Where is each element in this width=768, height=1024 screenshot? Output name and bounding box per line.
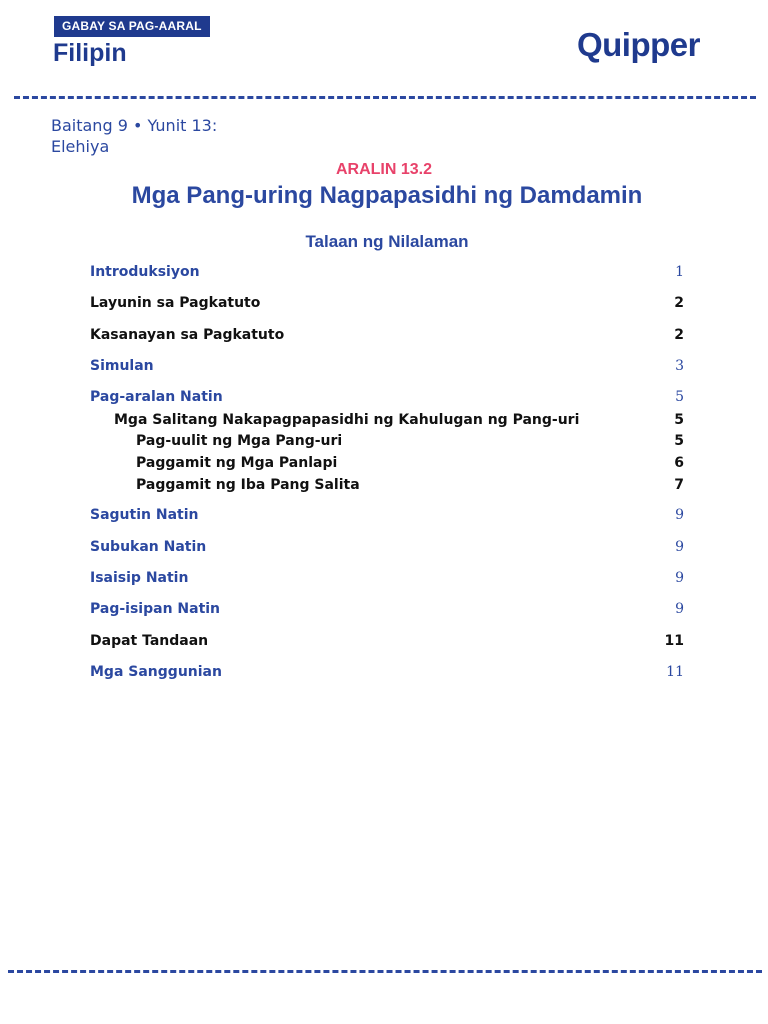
toc-entry-page: 5 [674,433,684,449]
unit-info [51,115,217,157]
lesson-title: Mga Pang-uring Nagpapasidhi ng Damdamin [131,182,643,209]
toc-entry-page: 11 [664,633,684,649]
bottom-divider [8,970,762,973]
toc-entry-mga-sanggunian[interactable] [90,662,684,682]
toc-entry-label: Pag-aralan Natin [90,389,223,405]
toc-entry-label: Mga Salitang Nakapagpapasidhi ng Kahulugan ng Pang-uri [114,412,580,428]
subject-title: Filipin [53,39,127,67]
toc-entry-label: Mga Sanggunian [90,664,222,680]
lesson-number: ARALIN 13.2 [335,161,433,178]
toc-entry-label: Simulan [90,358,154,374]
toc-entry-page: 3 [675,358,684,374]
toc-entry-label: Subukan Natin [90,539,207,555]
toc-entry-sagutin-natin[interactable] [90,505,684,525]
toc-entry-label: Pag-isipan Natin [90,601,221,617]
toc-entry-page: 9 [675,507,684,523]
toc-entry-label: Pag-uulit ng Mga Pang-uri [136,433,343,449]
toc-entry-page: 11 [666,664,684,680]
toc-entry-label: Kasanayan sa Pagkatuto [90,327,285,343]
toc-entry-mga-salitang [90,410,684,430]
toc-entry-page: 7 [674,477,684,493]
toc-entry-panlapi [90,453,684,473]
toc-entry-page: 5 [675,389,684,405]
toc-entry-page: 2 [674,327,684,343]
top-divider [14,96,756,99]
toc-entry-dapat-tandaan [90,631,684,651]
toc-entry-page: 1 [675,264,684,280]
toc-entry-label: Paggamit ng Iba Pang Salita [136,477,360,493]
toc-entry-kasanayan [90,325,684,345]
unit-line-1: Baitang 9 • Yunit 13: [51,116,218,135]
toc-entry-label: Dapat Tandaan [90,633,209,649]
toc-entry-pag-isipan-natin[interactable] [90,599,684,619]
toc-entry-introduksiyon[interactable] [90,262,684,282]
toc-entry-subukan-natin[interactable] [90,537,684,557]
toc-entry-page: 2 [674,295,684,311]
toc-entry-label: Introduksiyon [90,264,200,280]
toc-entry-label: Sagutin Natin [90,507,199,523]
toc-entry-page: 6 [674,455,684,471]
toc-entry-label: Isaisip Natin [90,570,189,586]
toc-entry-pag-aralan-natin[interactable] [90,387,684,407]
toc-entry-simulan[interactable] [90,356,684,376]
toc-entry-page: 5 [674,412,684,428]
toc-entry-label: Paggamit ng Mga Panlapi [136,455,338,471]
toc-entry-page: 9 [675,601,684,617]
toc-entry-page: 9 [675,539,684,555]
toc-entry-page: 9 [675,570,684,586]
brand-logo: Quipper [576,26,700,63]
toc-entry-isaisip-natin[interactable] [90,568,684,588]
toc-title: Talaan ng Nilalaman [305,232,469,251]
toc-entry-pag-uulit [90,431,684,451]
toc-entry-layunin [90,293,684,313]
unit-line-2: Elehiya [51,137,110,156]
guide-badge: GABAY SA PAG-AARAL [54,16,210,37]
toc-entry-label: Layunin sa Pagkatuto [90,295,261,311]
toc-entry-iba-pang-salita [90,475,684,495]
